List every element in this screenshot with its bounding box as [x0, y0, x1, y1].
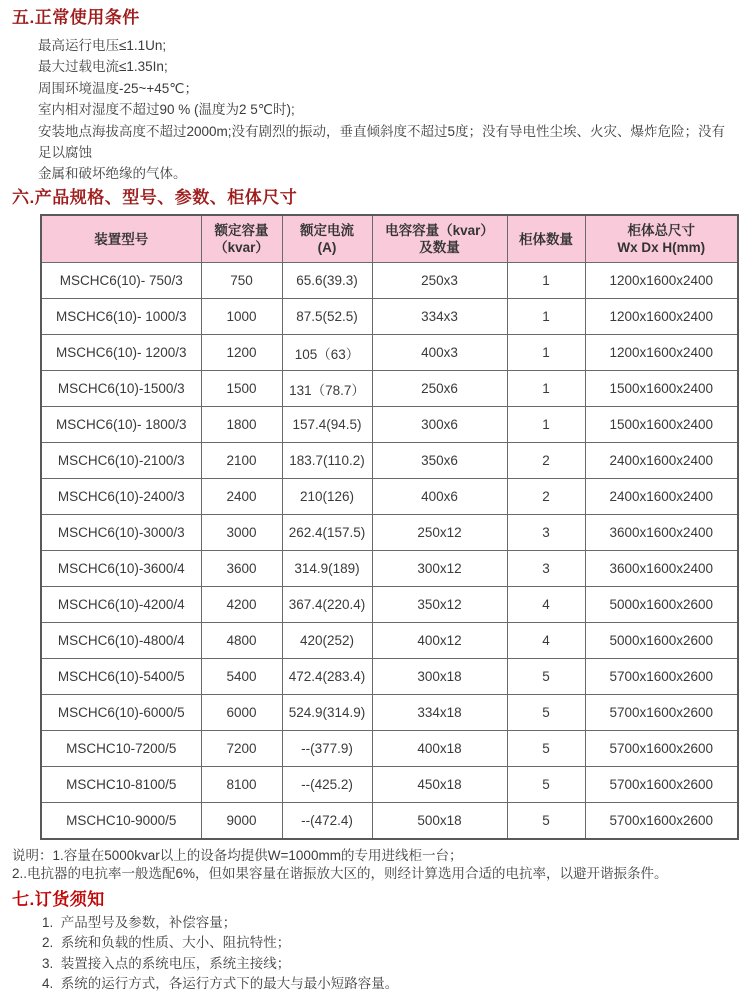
- table-cell: 210(126): [282, 479, 372, 515]
- spec-table: [40, 214, 739, 840]
- table-cell: 400x3: [372, 335, 507, 371]
- table-cell: 472.4(283.4): [282, 659, 372, 695]
- table-cell: 262.4(157.5): [282, 515, 372, 551]
- table-cell: MSCHC6(10)-2400/3: [41, 479, 201, 515]
- table-cell: 4800: [201, 623, 282, 659]
- table-row: [41, 731, 738, 767]
- table-cell: 87.5(52.5): [282, 299, 372, 335]
- table-cell: MSCHC10-7200/5: [41, 731, 201, 767]
- table-cell: 5: [507, 659, 585, 695]
- table-cell: 3000: [201, 515, 282, 551]
- table-cell: 1200x1600x2400: [585, 263, 738, 299]
- order-item: 4. 系统的运行方式，各运行方式下的最大与最小短路容量。: [42, 976, 399, 992]
- table-cell: 524.9(314.9): [282, 695, 372, 731]
- table-cell: 2100: [201, 443, 282, 479]
- note-line-2: 2..电抗器的电抗率一般选配6%，但如果容量在谐振放大区的，则经计算选用合适的电抗率，以避开谐振条件。: [12, 866, 668, 882]
- table-cell: 1800: [201, 407, 282, 443]
- table-cell: --(377.9): [282, 731, 372, 767]
- table-cell: 8100: [201, 767, 282, 803]
- table-cell: 1200: [201, 335, 282, 371]
- table-cell: 2400x1600x2400: [585, 479, 738, 515]
- table-cell: MSCHC6(10)-4200/4: [41, 587, 201, 623]
- table-cell: MSCHC6(10)-1500/3: [41, 371, 201, 407]
- table-row: [41, 623, 738, 659]
- table-cell: 367.4(220.4): [282, 587, 372, 623]
- table-cell: 400x18: [372, 731, 507, 767]
- table-row: [41, 767, 738, 803]
- table-cell: 3600x1600x2400: [585, 551, 738, 587]
- table-cell: 3600x1600x2400: [585, 515, 738, 551]
- table-row: [41, 659, 738, 695]
- usage-conditions-list: [38, 35, 738, 185]
- table-cell: 9000: [201, 803, 282, 839]
- table-cell: 1: [507, 263, 585, 299]
- table-cell: MSCHC6(10)-2100/3: [41, 443, 201, 479]
- column-header: 额定容量 （kvar）: [201, 215, 282, 263]
- table-cell: 131（78.7）: [282, 371, 372, 407]
- table-cell: --(425.2): [282, 767, 372, 803]
- table-row: [41, 695, 738, 731]
- table-cell: 334x18: [372, 695, 507, 731]
- table-cell: 450x18: [372, 767, 507, 803]
- table-cell: 334x3: [372, 299, 507, 335]
- table-cell: 5700x1600x2600: [585, 767, 738, 803]
- table-cell: MSCHC6(10)-6000/5: [41, 695, 201, 731]
- table-cell: 105（63）: [282, 335, 372, 371]
- table-row: [41, 299, 738, 335]
- table-cell: 2400: [201, 479, 282, 515]
- table-cell: 400x12: [372, 623, 507, 659]
- table-cell: 1200x1600x2400: [585, 299, 738, 335]
- spec-table-body: [41, 263, 738, 839]
- note-line-1: 说明：1.容量在5000kvar以上的设备均提供W=1000mm的专用进线柜一台；: [12, 847, 463, 863]
- column-header: 柜体数量: [507, 215, 585, 263]
- table-cell: 2: [507, 479, 585, 515]
- table-row: [41, 443, 738, 479]
- table-cell: 5000x1600x2600: [585, 587, 738, 623]
- spec-table-header: [41, 215, 738, 263]
- table-cell: MSCHC6(10)- 1800/3: [41, 407, 201, 443]
- table-cell: 250x12: [372, 515, 507, 551]
- table-cell: 750: [201, 263, 282, 299]
- table-cell: MSCHC10-9000/5: [41, 803, 201, 839]
- table-cell: MSCHC6(10)-5400/5: [41, 659, 201, 695]
- table-cell: 5700x1600x2600: [585, 695, 738, 731]
- table-row: [41, 371, 738, 407]
- table-cell: 5: [507, 803, 585, 839]
- table-cell: 7200: [201, 731, 282, 767]
- table-cell: 4200: [201, 587, 282, 623]
- header-row: [41, 215, 738, 263]
- table-cell: 1: [507, 299, 585, 335]
- condition-line: 周围环境温度-25~+45℃；: [38, 80, 198, 96]
- table-cell: 2: [507, 443, 585, 479]
- table-cell: 5: [507, 731, 585, 767]
- table-cell: 183.7(110.2): [282, 443, 372, 479]
- table-cell: MSCHC6(10)-4800/4: [41, 623, 201, 659]
- order-notes-list: [42, 913, 738, 994]
- condition-line: 最高运行电压≤1.1Un;: [38, 38, 167, 53]
- order-item: 3. 装置接入点的系统电压，系统主接线；: [42, 955, 291, 971]
- table-cell: MSCHC10-8100/5: [41, 767, 201, 803]
- table-cell: 500x18: [372, 803, 507, 839]
- table-cell: 2400x1600x2400: [585, 443, 738, 479]
- table-cell: 5700x1600x2600: [585, 803, 738, 839]
- table-cell: 1200x1600x2400: [585, 335, 738, 371]
- table-cell: 250x6: [372, 371, 507, 407]
- table-cell: 350x6: [372, 443, 507, 479]
- table-cell: 3: [507, 551, 585, 587]
- table-row: [41, 407, 738, 443]
- table-row: [41, 263, 738, 299]
- table-cell: 4: [507, 587, 585, 623]
- table-cell: MSCHC6(10)-3600/4: [41, 551, 201, 587]
- table-cell: 157.4(94.5): [282, 407, 372, 443]
- table-cell: 350x12: [372, 587, 507, 623]
- table-cell: 5700x1600x2600: [585, 659, 738, 695]
- section5-title: 五.正常使用条件: [12, 8, 140, 27]
- table-cell: 5000x1600x2600: [585, 623, 738, 659]
- table-cell: 300x18: [372, 659, 507, 695]
- table-cell: 420(252): [282, 623, 372, 659]
- table-cell: 314.9(189): [282, 551, 372, 587]
- table-cell: MSCHC6(10)- 1000/3: [41, 299, 201, 335]
- table-cell: 1500x1600x2400: [585, 407, 738, 443]
- table-cell: MSCHC6(10)- 1200/3: [41, 335, 201, 371]
- table-cell: 5: [507, 767, 585, 803]
- table-cell: 1000: [201, 299, 282, 335]
- table-cell: 3: [507, 515, 585, 551]
- table-row: [41, 515, 738, 551]
- table-cell: MSCHC6(10)- 750/3: [41, 263, 201, 299]
- table-cell: 250x3: [372, 263, 507, 299]
- table-cell: 300x12: [372, 551, 507, 587]
- table-notes: [12, 847, 738, 884]
- condition-line: 金属和破坏绝缘的气体。: [38, 166, 187, 182]
- condition-line: 最大过载电流≤1.35In;: [38, 59, 168, 75]
- table-cell: 65.6(39.3): [282, 263, 372, 299]
- column-header: 电容容量（kvar） 及数量: [372, 215, 507, 263]
- condition-line: 室内相对湿度不超过90 % (温度为2 5℃时);: [38, 102, 295, 118]
- order-item: 1. 产品型号及参数，补偿容量；: [42, 914, 237, 930]
- table-cell: 1: [507, 407, 585, 443]
- column-header: 柜体总尺寸 Wx Dx H(mm): [585, 215, 738, 263]
- table-cell: 3600: [201, 551, 282, 587]
- section7-title: 七.订货须知: [12, 889, 105, 909]
- table-row: [41, 551, 738, 587]
- table-cell: --(472.4): [282, 803, 372, 839]
- table-row: [41, 479, 738, 515]
- table-cell: MSCHC6(10)-3000/3: [41, 515, 201, 551]
- order-item: 2. 系统和负载的性质、大小、阻抗特性；: [42, 935, 291, 951]
- table-cell: 300x6: [372, 407, 507, 443]
- table-cell: 5400: [201, 659, 282, 695]
- table-row: [41, 803, 738, 839]
- table-cell: 6000: [201, 695, 282, 731]
- table-cell: 400x6: [372, 479, 507, 515]
- table-cell: 4: [507, 623, 585, 659]
- column-header: 额定电流 (A): [282, 215, 372, 263]
- table-row: [41, 587, 738, 623]
- condition-line: 安装地点海拔高度不超过2000m;没有剧烈的振动，垂直倾斜度不超过5度；没有导电性尘埃、火灾、爆炸危险；没有足以腐蚀: [38, 123, 726, 161]
- table-row: [41, 335, 738, 371]
- table-cell: 1500: [201, 371, 282, 407]
- table-cell: 1: [507, 371, 585, 407]
- table-cell: 5: [507, 695, 585, 731]
- column-header: 装置型号: [41, 215, 201, 263]
- table-cell: 1: [507, 335, 585, 371]
- section6-title: 六.产品规格、型号、参数、柜体尺寸: [12, 187, 298, 207]
- table-cell: 5700x1600x2600: [585, 731, 738, 767]
- table-cell: 1500x1600x2400: [585, 371, 738, 407]
